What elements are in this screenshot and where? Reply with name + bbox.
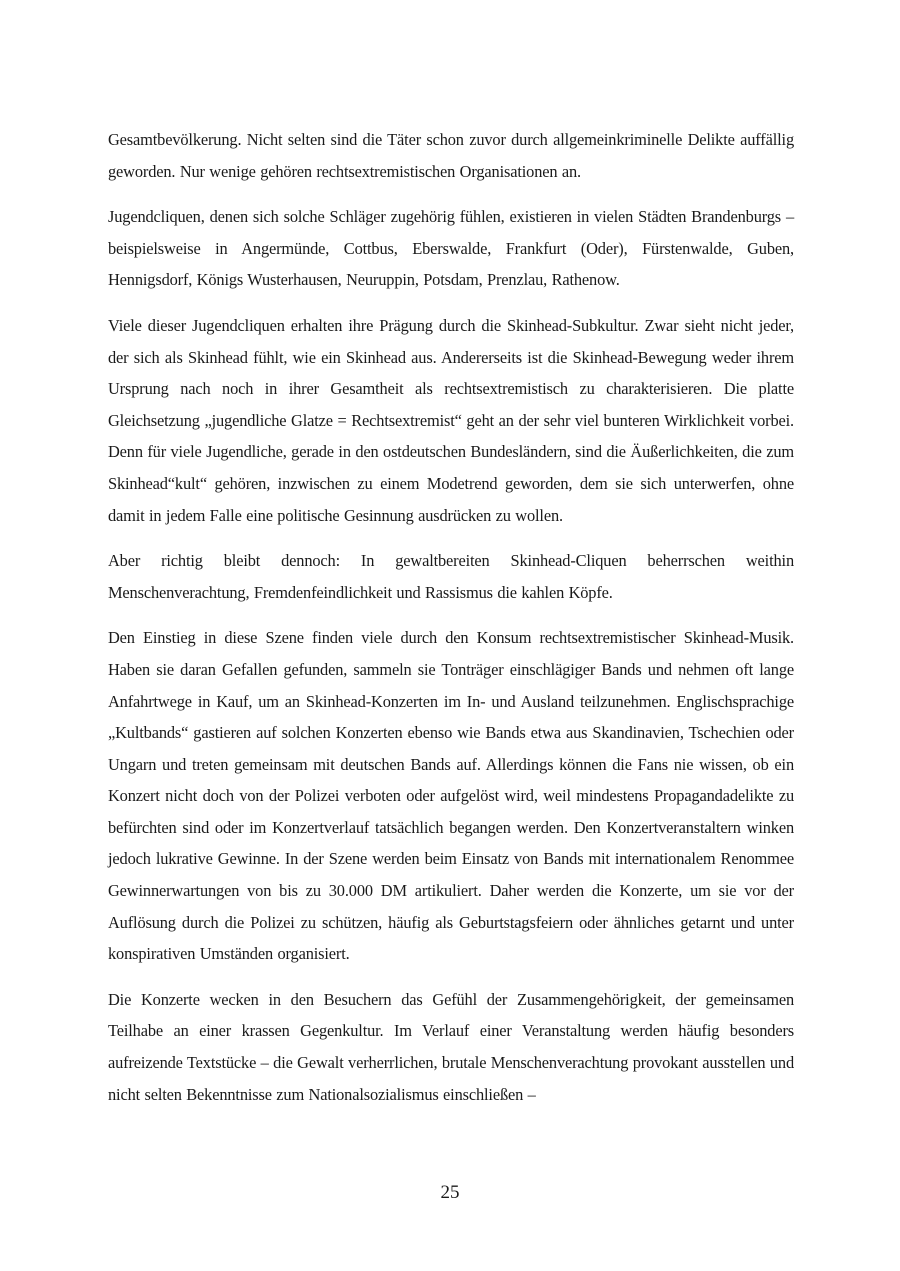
paragraph-3: Viele dieser Jugendcliquen erhalten ihre Prägung durch die Skinhead-Subkultur. Zwar sieht nicht jeder, der sich als Skinhead fühlt, wie ein Skinhead aus. Andererseits ist die Skinhead-Bewegung weder ihrem Ursprung nach noch in ihrer Gesamtheit als rechtsextremistisch zu charakterisieren. Die platte Gleichsetzung „jugendliche Glatze = Rechtsextremist“ geht an der sehr viel bunteren Wirklichkeit vorbei. Denn für viele Jugendliche, gerade in den ostdeutschen Bundesländern, sind die Äußerlichkeiten, die zum Skinhead“kult“ gehören, inzwischen zu einem Modetrend geworden, dem sie sich unterwerfen, ohne damit in jedem Falle eine politische Gesinnung ausdrücken zu wollen.	[108, 315, 794, 525]
body-text	[108, 124, 794, 1124]
paragraph-4: Aber richtig bleibt dennoch: In gewaltbereiten Skinhead-Cliquen beherrschen weithin Menschenverachtung, Fremdenfeindlichkeit und Rassismus die kahlen Köpfe.	[108, 551, 794, 602]
paragraph-1: Gesamtbevölkerung. Nicht selten sind die Täter schon zuvor durch allgemeinkriminelle Delikte auffällig geworden. Nur wenige gehören rechtsextremistischen Organisationen an.	[108, 130, 794, 181]
paragraph-5: Den Einstieg in diese Szene finden viele durch den Konsum rechtsextremistischer Skinhead-Musik. Haben sie daran Gefallen gefunden, sammeln sie Tonträger einschlägiger Bands und nehmen oft lange Anfahrtwege in Kauf, um an Skinhead-Konzerten im In- und Ausland teilzunehmen. Englischsprachige „Kultbands“ gastieren auf solchen Konzerten ebenso wie Bands etwa aus Skandinavien, Tschechien oder Ungarn und treten gemeinsam mit deutschen Bands auf. Allerdings können die Fans nie wissen, ob ein Konzert nicht doch von der Polizei verboten oder aufgelöst wird, weil mindestens Propagandadelikte zu befürchten sind oder im Konzertverlauf tatsächlich begangen werden. Den Konzertveranstaltern winken jedoch lukrative Gewinne. In der Szene werden beim Einsatz von Bands mit internationalem Renommee Gewinnerwartungen von bis zu 30.000 DM artikuliert. Daher werden die Konzerte, um sie vor der Auflösung durch die Polizei zu schützen, häufig als Geburtstagsfeiern oder ähnliches getarnt und unter konspirativen Umständen organisiert.	[108, 628, 794, 964]
paragraph-6: Die Konzerte wecken in den Besuchern das Gefühl der Zusammengehörigkeit, der gemeinsamen Teilhabe an einer krassen Gegenkultur. Im Verlauf einer Veranstaltung werden häufig besonders aufreizende Textstücke – die Gewalt verherrlichen, brutale Menschenverachtung provokant ausstellen und nicht selten Bekenntnisse zum Nationalsozialismus einschließen –	[108, 989, 794, 1104]
page-number: 25	[440, 1182, 460, 1203]
paragraph-2: Jugendcliquen, denen sich solche Schläger zugehörig fühlen, existieren in vielen Städten Brandenburgs – beispielsweise in Angermünde, Cottbus, Eberswalde, Frankfurt (Oder), Fürstenwalde, Guben, Hennigsdorf, Königs Wusterhausen, Neuruppin, Potsdam, Prenzlau, Rathenow.	[108, 207, 794, 290]
